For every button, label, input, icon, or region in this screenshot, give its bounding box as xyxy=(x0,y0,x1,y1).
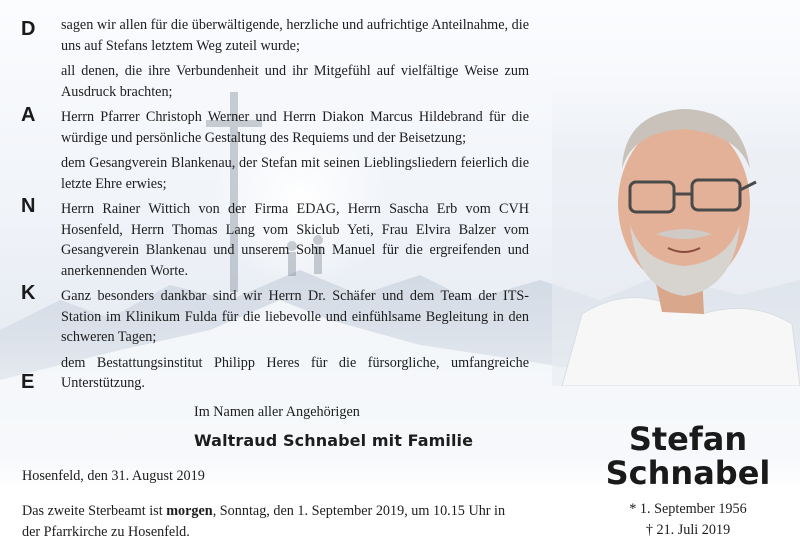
thanks-paragraph: Herrn Pfarrer Christoph Werner und Herrn Diakon Marcus Hildebrand für die würdige und persönliche Gestaltung des Requiems und der Beisetzung; xyxy=(61,109,529,146)
service-text-1: Das zweite Sterbeamt ist xyxy=(22,503,167,519)
portrait-photo xyxy=(552,74,800,386)
service-text-2: , Sonntag, den 1. September 2019, um 10.15 Uhr in der Pfarrkirche zu Hosenfeld. xyxy=(22,503,506,540)
danke-letter-e: E xyxy=(21,371,35,393)
death-date: † 21. Juli 2019 xyxy=(645,522,731,538)
thanks-text xyxy=(61,15,529,399)
deceased-name xyxy=(596,422,780,490)
danke-letter-n: N xyxy=(21,195,36,217)
danke-letter-k: K xyxy=(21,282,36,304)
thanks-paragraph: Herrn Rainer Wittich von der Firma EDAG, Herrn Sascha Erb vom CVH Hosenfeld, Herrn Thomas Lang vom Skiclub Yeti, Frau Elvira Balzer vom Gesangverein Blankenau und unserem Sohn Manuel für die ergreifenden und anerkennenden Worte. xyxy=(61,201,529,279)
thanks-paragraph: sagen wir allen für die überwältigende, herzliche und aufrichtige Anteilnahme, die uns auf Stefans letztem Weg zuteil wurde; xyxy=(61,17,529,54)
thanks-paragraph: all denen, die ihre Verbundenheit und ihr Mitgefühl auf vielfältige Weise zum Ausdruck brachten; xyxy=(61,63,529,100)
deceased-first-name: Stefan xyxy=(628,420,748,458)
life-dates xyxy=(596,499,780,541)
service-notice xyxy=(22,501,522,543)
deceased-last-name: Schnabel xyxy=(605,454,771,492)
closing-block xyxy=(194,402,473,450)
service-bold: morgen xyxy=(166,503,213,519)
thanks-paragraph: dem Bestattungsinstitut Philipp Heres für die fürsorgliche, umfangreiche Unterstützung. xyxy=(61,354,529,391)
place-date: Hosenfeld, den 31. August 2019 xyxy=(22,468,205,484)
birth-date: * 1. September 1956 xyxy=(629,501,747,517)
closing-line: Im Namen aller Angehörigen xyxy=(194,404,360,420)
thanks-paragraph: Ganz besonders dankbar sind wir Herrn Dr. Schäfer und dem Team der ITS-Station im Klinikum Fulda für die liebevolle und einfühlsame Begleitung in den schweren Tagen; xyxy=(61,288,529,345)
danke-letter-d: D xyxy=(21,18,36,40)
danke-letter-a: A xyxy=(21,104,36,126)
thanks-paragraph: dem Gesangverein Blankenau, der Stefan mit seinen Lieblingsliedern feierlich die letzte Ehre erwies; xyxy=(61,155,529,192)
family-signature: Waltraud Schnabel mit Familie xyxy=(194,431,474,450)
